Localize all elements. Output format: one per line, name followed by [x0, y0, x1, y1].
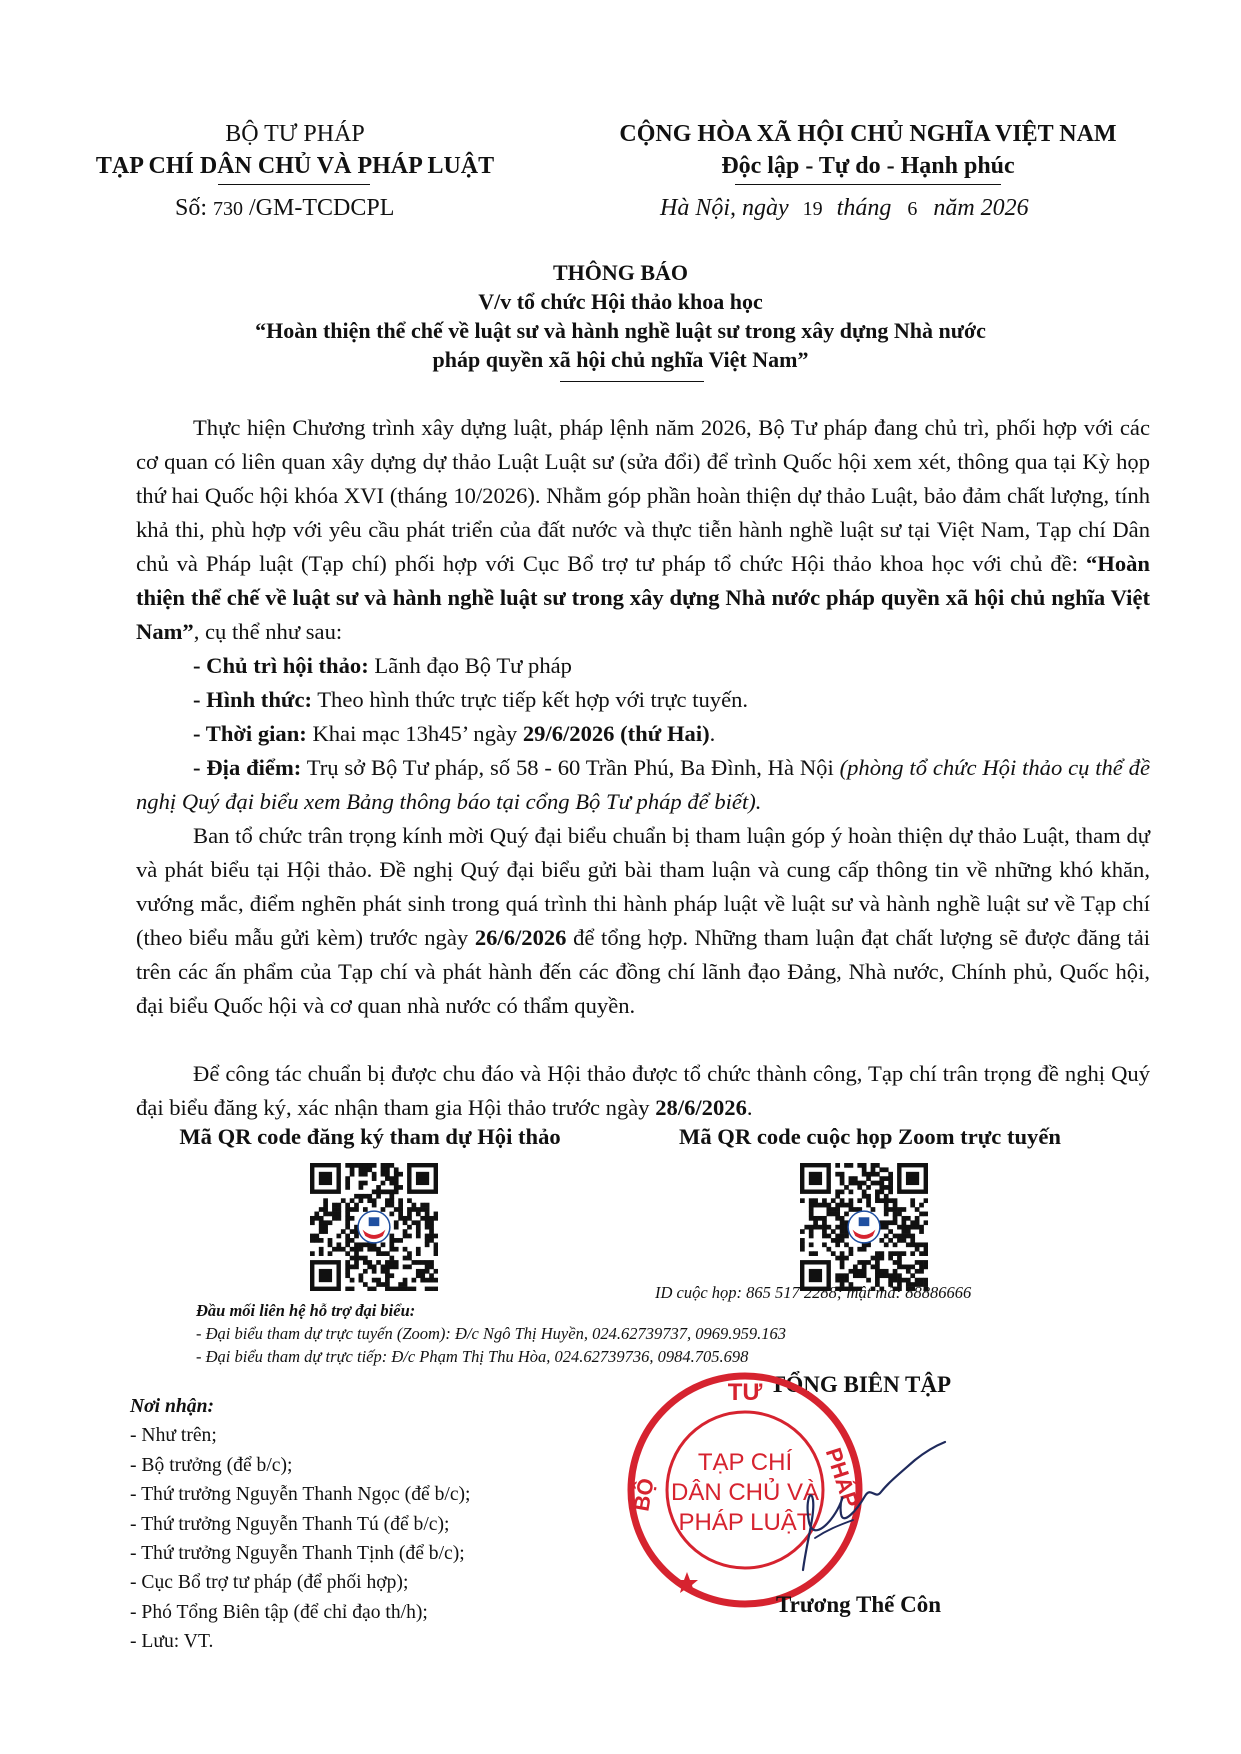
contact-offline: - Đại biểu tham dự trực tiếp: Đ/c Phạm Thị Thu Hòa, 024.62739736, 0984.705.698: [196, 1347, 749, 1366]
signature-graphic: [775, 1430, 955, 1580]
detail-chair-value: Lãnh đạo Bộ Tư pháp: [368, 653, 572, 678]
recipient-item: - Lưu: VT.: [130, 1631, 214, 1653]
paragraph-registration-text: Để công tác chuẩn bị được chu đáo và Hội thảo được tổ chức thành công, Tạp chí trân trọng đề nghị Quý đại biểu đăng ký, xác nhận tham gia Hội thảo trước ngày: [136, 1061, 1150, 1120]
signer-position: TỔNG BIÊN TẬP: [770, 1372, 952, 1397]
seal-ring-top: TƯ: [727, 1379, 763, 1406]
qr-register-graphic: [310, 1163, 438, 1291]
qr-register-code[interactable]: [310, 1163, 438, 1291]
paragraph-intro-topic: “Hoàn thiện thể chế về luật sư và hành nghề luật sư trong xây dựng Nhà nước pháp quyền xã hội chủ nghĩa Việt Nam”: [136, 551, 1150, 644]
detail-place-label: - Địa điểm:: [193, 755, 302, 780]
detail-place-note: (phòng tổ chức Hội thảo cụ thể đề nghị Quý đại biểu xem Bảng thông báo tại cổng Bộ Tư pháp để biết).: [136, 755, 1150, 814]
qr-register-label: Mã QR code đăng ký tham dự Hội thảo: [179, 1124, 561, 1149]
contact-online: - Đại biểu tham dự trực tuyến (Zoom): Đ/c Ngô Thị Huyền, 024.62739737, 0969.959.163: [196, 1324, 786, 1343]
paragraph-registration-date: 28/6/2026: [655, 1095, 747, 1120]
contact-heading: Đầu mối liên hệ hỗ trợ đại biểu:: [196, 1301, 416, 1320]
recipient-item: - Thứ trưởng Nguyễn Thanh Tịnh (để b/c);: [130, 1543, 465, 1565]
title-underline: [560, 381, 704, 382]
seal-line3: PHÁP LUẬT: [678, 1509, 812, 1536]
document-number: [175, 192, 394, 225]
recipients-heading: Nơi nhận:: [130, 1396, 215, 1417]
detail-time-day: (thứ Hai): [614, 721, 710, 746]
document-number-suffix: /GM-TCDCPL: [249, 195, 395, 221]
paragraph-intro-end: , cụ thể như sau:: [193, 619, 343, 644]
ministry-name: BỘ TƯ PHÁP: [225, 121, 365, 147]
notice-topic-line1: “Hoàn thiện thể chế về luật sư và hành nghề luật sư trong xây dựng Nhà nước: [255, 318, 986, 343]
issue-date-day: 19: [802, 198, 823, 220]
notice-kind: THÔNG BÁO: [552, 260, 689, 285]
nation-motto: Độc lập - Tự do - Hạnh phúc: [721, 153, 1015, 179]
recipient-item: - Như trên;: [130, 1425, 217, 1447]
motto-underline: [735, 184, 1001, 185]
notice-subject: V/v tổ chức Hội thảo khoa học: [478, 289, 763, 314]
recipient-item: - Cục Bổ trợ tư pháp (để phối hợp);: [130, 1572, 409, 1594]
seal-line2: DÂN CHỦ VÀ: [670, 1479, 820, 1506]
zoom-meeting-info: ID cuộc họp: 865 517 2288; mật mã: 88886666: [655, 1283, 972, 1302]
recipient-item: - Bộ trưởng (để b/c);: [130, 1454, 293, 1476]
seal-ring-right: PHÁP: [820, 1444, 864, 1511]
paragraph-intro: [136, 411, 1150, 649]
paragraph-intro-text: Thực hiện Chương trình xây dựng luật, pháp lệnh năm 2026, Bộ Tư pháp đang chủ trì, phối hợp với các cơ quan có liên quan xây dựng dự thảo Luật Luật sư (sửa đổi) để trình Quốc hội xem xét, thông qua tại Kỳ họp thứ hai Quốc hội khóa XVI (tháng 10/2026). Nhằm góp phần hoàn thiện dự thảo Luật, bảo đảm chất lượng, tính khả thi, phù hợp với yêu cầu phát triển của đất nước và thực tiễn hành nghề luật sư tại Việt Nam, Tạp chí Dân chủ và Pháp luật (Tạp chí) phối hợp với Cục Bổ trợ tư pháp tổ chức Hội thảo khoa học với chủ đề:: [136, 415, 1150, 576]
qr-zoom-graphic: [800, 1163, 928, 1291]
issue-date-month-label: tháng: [836, 195, 892, 221]
paragraph-registration-end: .: [746, 1095, 753, 1120]
detail-time: [193, 717, 1150, 751]
nation-name: CỘNG HÒA XÃ HỘI CHỦ NGHĨA VIỆT NAM: [619, 121, 1117, 147]
document-number-prefix: Số:: [175, 195, 208, 221]
detail-form-value: Theo hình thức trực tiếp kết hợp với trực tuyến.: [312, 687, 749, 712]
detail-form: [193, 683, 1150, 717]
detail-chair: [193, 649, 1150, 683]
issue-date-city: Hà Nội, ngày: [660, 195, 789, 221]
detail-time-value: Khai mạc 13h45’ ngày: [306, 721, 523, 746]
qr-zoom-label: Mã QR code cuộc họp Zoom trực tuyến: [679, 1124, 1061, 1149]
issue-date-month: 6: [907, 198, 918, 220]
paragraph-invitation-end: để tổng hợp. Những tham luận đạt chất lượng sẽ được đăng tải trên các ấn phẩm của Tạp chí và phát hành đến các đồng chí lãnh đạo Đảng, Nhà nước, Chính phủ, Quốc hội, đại biểu Quốc hội và cơ quan nhà nước có thẩm quyền.: [136, 925, 1151, 1018]
detail-place: [136, 751, 1150, 819]
journal-underline: [218, 184, 370, 185]
recipient-item: - Phó Tổng Biên tập (để chỉ đạo th/h);: [130, 1601, 428, 1623]
detail-chair-label: - Chủ trì hội thảo:: [193, 653, 369, 678]
detail-time-end: .: [709, 721, 716, 746]
paragraph-registration: [136, 1057, 1150, 1125]
recipient-item: - Thứ trưởng Nguyễn Thanh Tú (để b/c);: [130, 1513, 450, 1535]
qr-zoom-code[interactable]: [800, 1163, 928, 1291]
issue-date: [660, 192, 1029, 225]
detail-form-label: - Hình thức:: [193, 687, 313, 712]
detail-place-value: Trụ sở Bộ Tư pháp, số 58 - 60 Trần Phú, Ba Đình, Hà Nội: [301, 755, 840, 780]
paragraph-invitation-text: Ban tổ chức trân trọng kính mời Quý đại biểu chuẩn bị tham luận góp ý hoàn thiện dự thảo Luật, tham dự và phát biểu tại Hội thảo. Đề nghị Quý đại biểu gửi bài tham luận và cung cấp thông tin về những khó khăn, vướng mắc, điểm nghẽn phát sinh trong quá trình thi hành pháp luật về luật sư và hành nghề luật sư về Tạp chí (theo biểu mẫu gửi kèm) trước ngày: [136, 823, 1150, 950]
paragraph-invitation-date: 26/6/2026: [474, 925, 567, 950]
journal-name: TẠP CHÍ DÂN CHỦ VÀ PHÁP LUẬT: [95, 153, 495, 179]
signer-name: Trương Thế Côn: [776, 1592, 941, 1617]
detail-time-label: - Thời gian:: [193, 721, 307, 746]
seal-ring-left: BỘ: [628, 1476, 659, 1514]
paragraph-invitation: [136, 819, 1150, 1023]
detail-time-date: 29/6/2026: [522, 721, 615, 746]
notice-topic-line2: pháp quyền xã hội chủ nghĩa Việt Nam”: [432, 347, 809, 372]
issue-date-year: năm 2026: [933, 195, 1029, 221]
recipient-item: - Thứ trưởng Nguyễn Thanh Ngọc (để b/c);: [130, 1484, 471, 1506]
document-number-value: 730: [213, 198, 244, 220]
seal-line1: TẠP CHÍ: [697, 1449, 793, 1476]
handwritten-signature: [775, 1430, 955, 1580]
recipients-list: [130, 1392, 471, 1657]
